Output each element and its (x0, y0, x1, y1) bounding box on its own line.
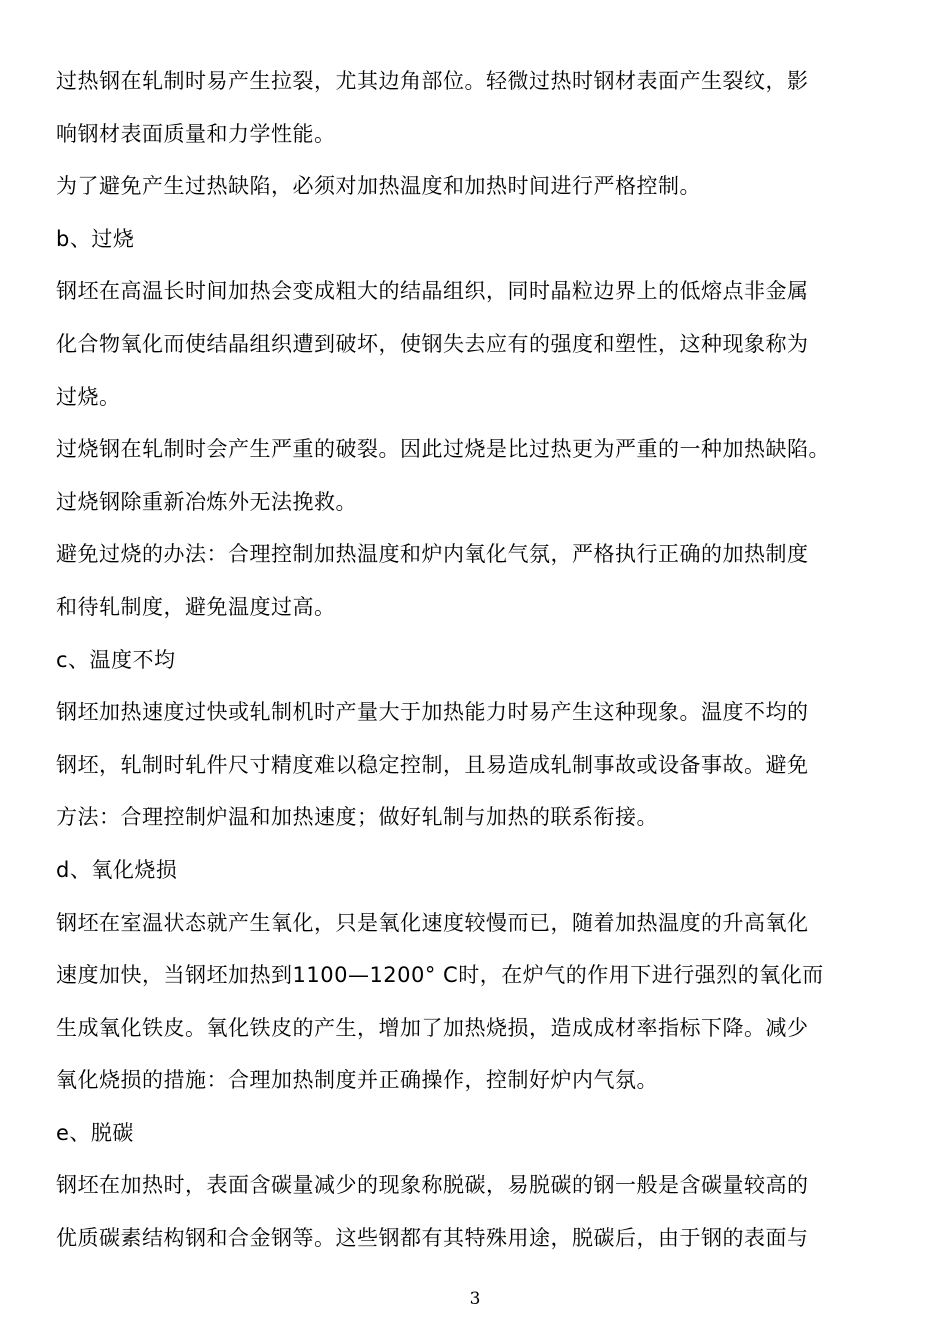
text-line: 化合物氧化而使结晶组织遭到破坏，使钢失去应有的强度和塑性，这种现象称为 (56, 331, 809, 356)
text-line: 过烧钢在轧制时会产生严重的破裂。因此过烧是比过热更为严重的一种加热缺陷。 (56, 437, 830, 462)
text-line: 避免过烧的办法：合理控制加热温度和炉内氧化气氛，严格执行正确的加热制度 (56, 542, 809, 567)
heading-text: e、脱碳 (56, 1120, 134, 1145)
paragraph-decarburization (56, 1159, 906, 1264)
section-heading-oxidation-loss (56, 844, 906, 897)
text-line: 钢坯在加热时，表面含碳量减少的现象称脱碳，易脱碳的钢一般是含碳量较高的 (56, 1173, 809, 1198)
text-line: 为了避免产生过热缺陷，必须对加热温度和加热时间进行严格控制。 (56, 174, 701, 199)
heading-text: d、氧化烧损 (56, 857, 178, 882)
paragraph-overburning-avoidance (56, 528, 906, 633)
text-line: 过烧。 (56, 384, 121, 409)
section-heading-uneven-temperature (56, 634, 906, 687)
document-body (56, 55, 906, 1265)
text-line: 和待轧制度，避免温度过高。 (56, 594, 336, 619)
text-line: 钢坯加热速度过快或轧制机时产量大于加热能力时易产生这种现象。温度不均的 (56, 700, 809, 725)
text-line: 响钢材表面质量和力学性能。 (56, 121, 336, 146)
text-line: 生成氧化铁皮。氧化铁皮的产生，增加了加热烧损，造成成材率指标下降。减少 (56, 1015, 809, 1040)
paragraph-uneven-temperature (56, 686, 906, 844)
text-line: 钢坯在室温状态就产生氧化，只是氧化速度较慢而已，随着加热温度的升高氧化 (56, 910, 809, 935)
section-heading-decarburization (56, 1107, 906, 1160)
section-heading-overburning (56, 213, 906, 266)
heading-text: b、过烧 (56, 226, 135, 251)
text-line: 钢坯，轧制时轧件尺寸精度难以稳定控制，且易造成轧制事故或设备事故。避免 (56, 752, 809, 777)
heading-text: c、温度不均 (56, 647, 176, 672)
text-line: 氧化烧损的措施：合理加热制度并正确操作，控制好炉内气氛。 (56, 1068, 658, 1093)
paragraph-overheat-cracking (56, 55, 906, 160)
text-line: 方法：合理控制炉温和加热速度；做好轧制与加热的联系衔接。 (56, 805, 658, 830)
text-line: 钢坯在高温长时间加热会变成粗大的结晶组织，同时晶粒边界上的低熔点非金属 (56, 279, 809, 304)
page-number: 3 (469, 1289, 481, 1309)
paragraph-overburning-severity (56, 423, 906, 528)
paragraph-oxidation-loss (56, 897, 906, 1107)
text-line: 优质碳素结构钢和合金钢等。这些钢都有其特殊用途，脱碳后，由于钢的表面与 (56, 1226, 809, 1251)
text-line: 过烧钢除重新冶炼外无法挽救。 (56, 489, 357, 514)
paragraph-overheat-avoidance (56, 160, 906, 213)
text-line: 速度加快，当钢坯加热到1100—1200° C时，在炉气的作用下进行强烈的氧化而 (56, 963, 824, 988)
paragraph-overburning-definition (56, 265, 906, 423)
text-line: 过热钢在轧制时易产生拉裂，尤其边角部位。轻微过热时钢材表面产生裂纹，影 (56, 69, 809, 93)
